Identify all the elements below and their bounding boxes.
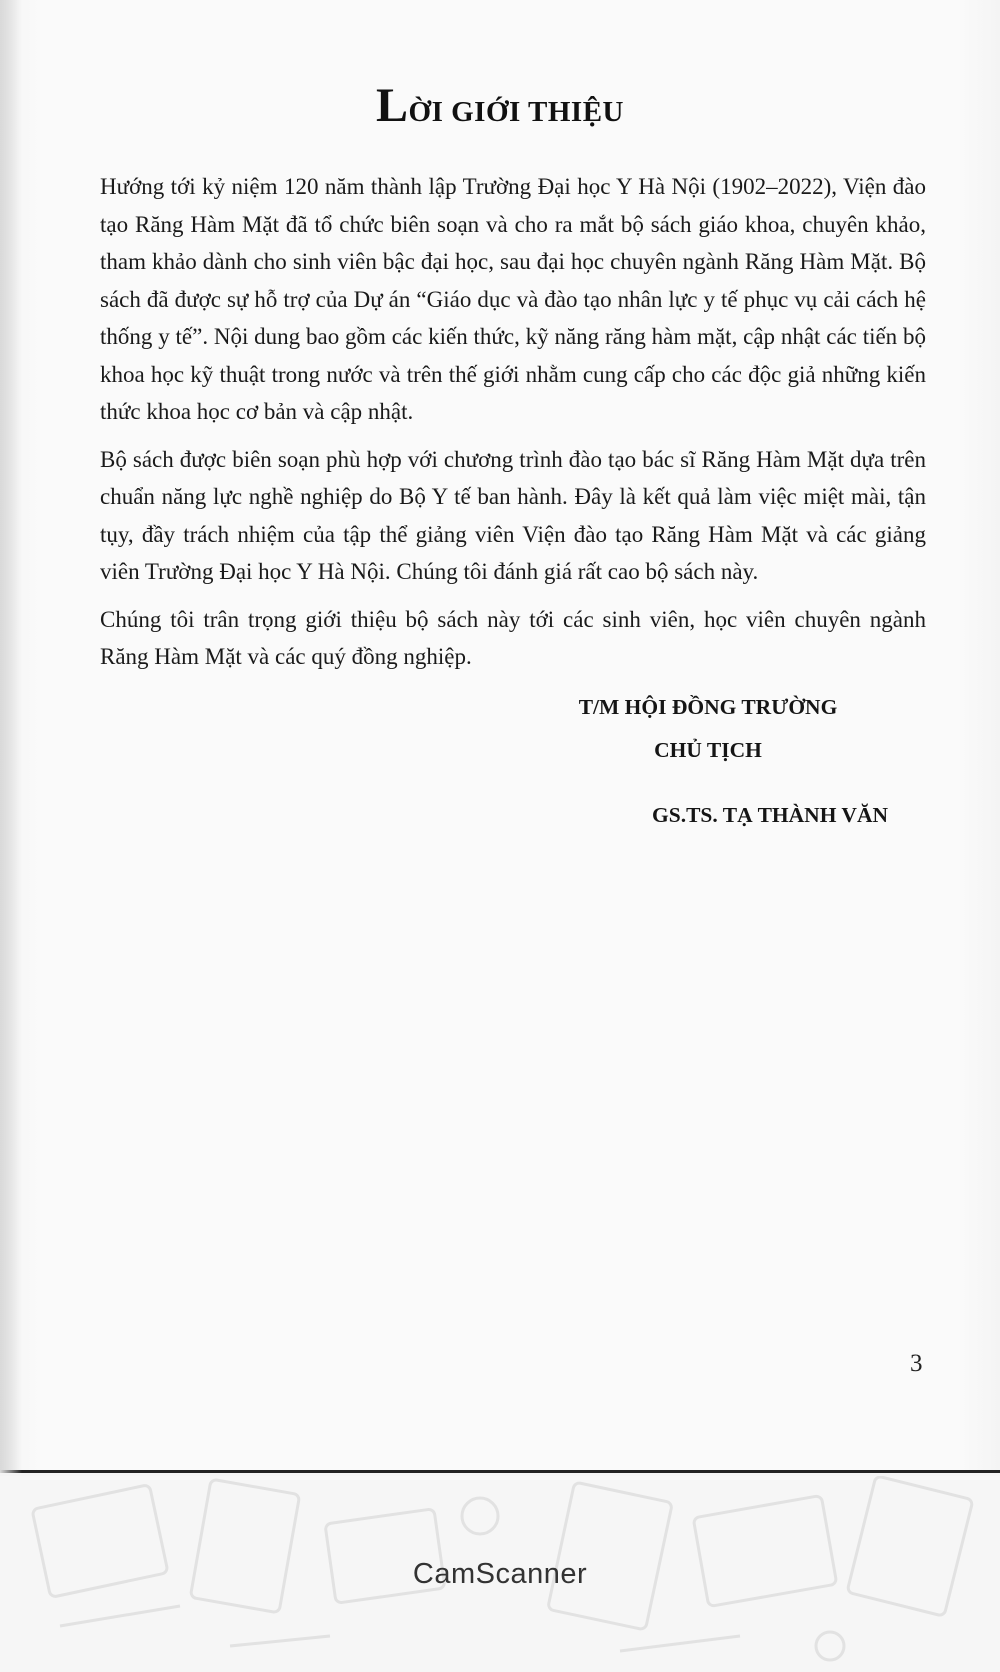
paragraph-1: Hướng tới kỷ niệm 120 năm thành lập Trường Đại học Y Hà Nội (1902–2022), Viện đào tạo Răng Hàm Mặt đã tổ chức biên soạn và cho ra mắt bộ sách giáo khoa, chuyên khảo, tham khảo dành cho sinh viên bậc đại học, sau đại học chuyên ngành Răng Hàm Mặt. Bộ sách đã được sự hỗ trợ của Dự án “Giáo dục và đào tạo nhân lực y tế phục vụ cải cách hệ thống y tế”. Nội dung bao gồm các kiến thức, kỹ năng răng hàm mặt, cập nhật các tiến bộ khoa học kỹ thuật trong nước và trên thế giới nhằm cung cấp cho các độc giả những kiến thức khoa học cơ bản và cập nhật. xyxy=(100,174,926,424)
signature-role: CHỦ TỊCH xyxy=(654,738,762,762)
signature-block xyxy=(528,686,888,837)
scanner-footer xyxy=(0,1476,1000,1672)
title-rest: ỜI GIỚI THIỆU xyxy=(408,96,624,128)
page-title xyxy=(0,78,1000,133)
page-number: 3 xyxy=(910,1350,923,1377)
signature-organization: T/M HỘI ĐỒNG TRƯỜNG xyxy=(578,695,838,719)
signature-name: GS.TS. TẠ THÀNH VĂN xyxy=(652,803,888,827)
body-text xyxy=(100,168,926,686)
page-binding-shadow xyxy=(0,0,22,1473)
paragraph-2: Bộ sách được biên soạn phù hợp với chương trình đào tạo bác sĩ Răng Hàm Mặt dựa trên chuẩn năng lực nghề nghiệp do Bộ Y tế ban hành. Đây là kết quả làm việc miệt mài, tận tụy, đầy trách nhiệm của tập thể giảng viên Viện đào tạo Răng Hàm Mặt và các giảng viên Trường Đại học Y Hà Nội. Chúng tôi đánh giá rất cao bộ sách này. xyxy=(100,446,926,584)
brand-watermark: CamScanner xyxy=(412,1558,588,1590)
title-initial: L xyxy=(376,79,409,132)
paragraph-3: Chúng tôi trân trọng giới thiệu bộ sách này tới các sinh viên, học viên chuyên ngành Răng Hàm Mặt và các quý đồng nghiệp. xyxy=(100,606,926,669)
